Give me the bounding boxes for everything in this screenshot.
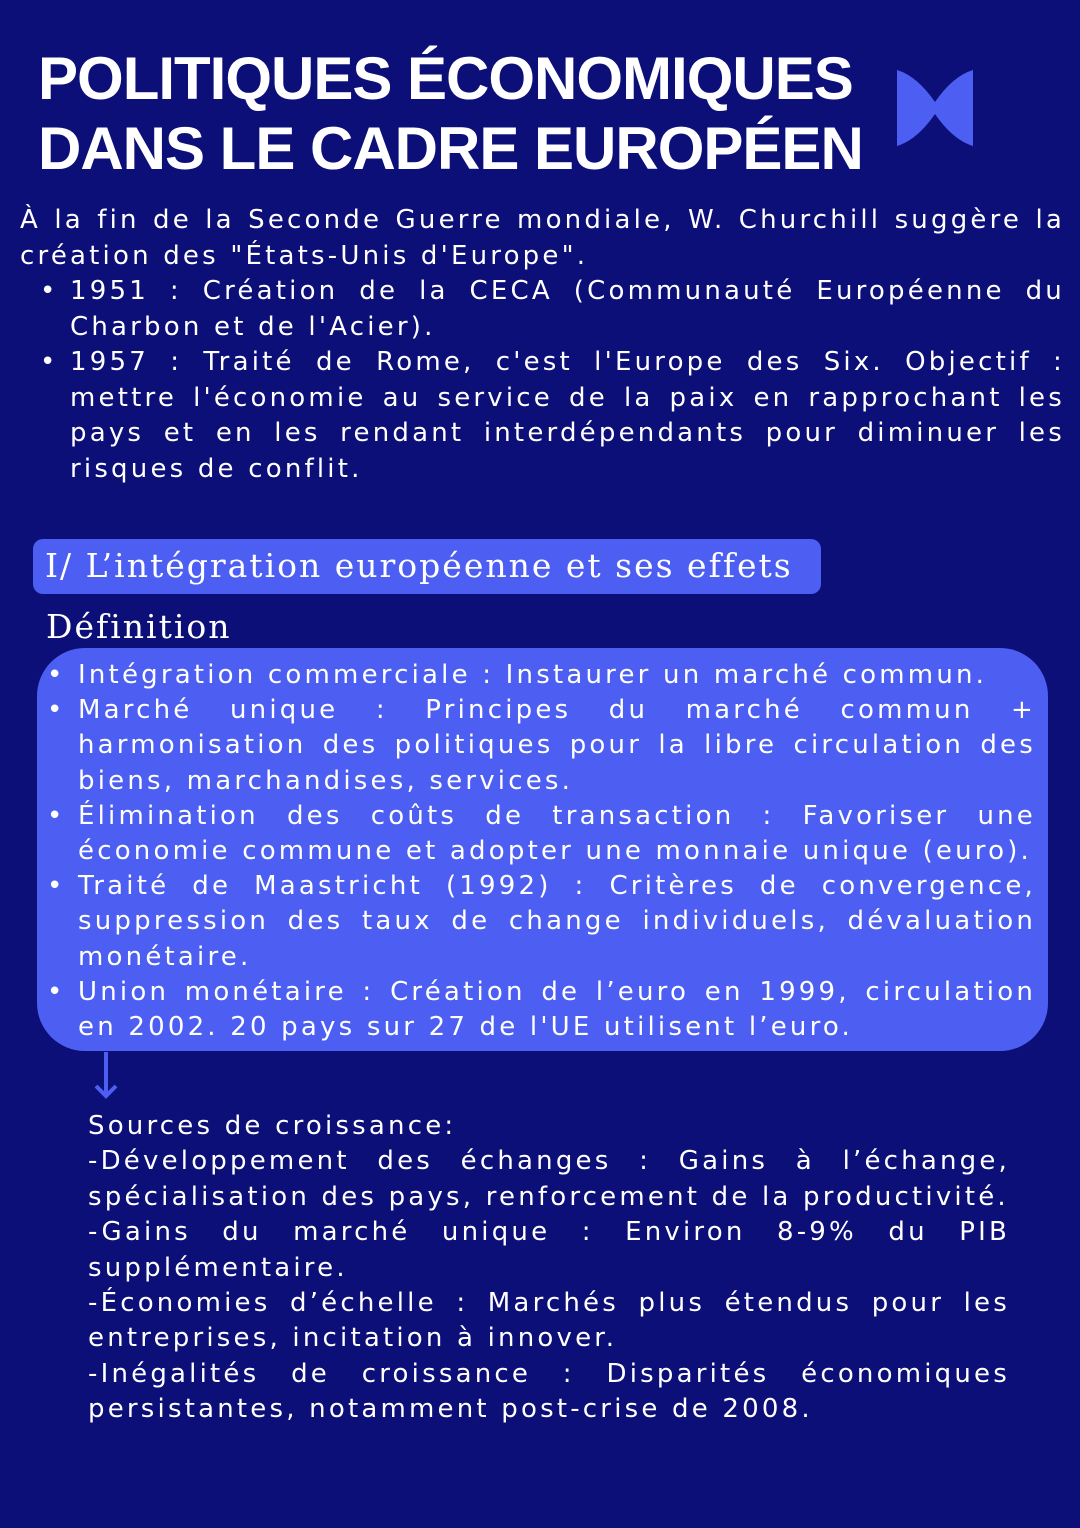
section-heading: I/ L’intégration européenne et ses effets <box>33 539 821 594</box>
page-title <box>38 44 888 184</box>
source-item: -Développement des échanges : Gains à l’échange, spécialisation des pays, renforcement de la productivité. <box>88 1146 1010 1212</box>
intro-bullet-1957: • 1957 : Traité de Rome, c'est l'Europe des Six. Objectif : mettre l'économie au service de la paix en rapprochant les pays et en les rendant interdépendants pour diminuer les risques de conflit. <box>20 345 1065 487</box>
intro-text: À la fin de la Seconde Guerre mondiale, W. Churchill suggère la création des "États-Unis d'Europe". <box>20 205 1065 271</box>
intro-bullet-1951: • 1951 : Création de la CECA (Communauté Européenne du Charbon et de l'Acier). <box>20 274 1065 345</box>
intro-bullet-list <box>20 274 1065 487</box>
title-line-1: POLITIQUES ÉCONOMIQUES <box>38 45 853 112</box>
growth-sources <box>88 1109 1010 1428</box>
definition-heading: Définition <box>46 607 232 646</box>
arrow-down-icon <box>93 1052 119 1100</box>
source-item: -Économies d’échelle : Marchés plus étendus pour les entreprises, incitation à innover. <box>88 1288 1010 1354</box>
definition-item: • Traité de Maastricht (1992) : Critères de convergence, suppression des taux de change individuels, dévaluation monétaire. <box>78 869 1036 975</box>
sources-heading: Sources de croissance: <box>88 1111 457 1141</box>
definition-list <box>78 658 1036 1045</box>
definition-item: • Intégration commerciale : Instaurer un marché commun. <box>78 658 1036 693</box>
source-item: -Gains du marché unique : Environ 8-9% du PIB supplémentaire. <box>88 1217 1010 1283</box>
bowtie-logo-icon <box>897 70 973 146</box>
definition-box <box>37 648 1048 1051</box>
source-item: -Inégalités de croissance : Disparités économiques persistantes, notamment post-crise de 2008. <box>88 1358 1010 1425</box>
definition-item: • Union monétaire : Création de l’euro en 1999, circulation en 2002. 20 pays sur 27 de l'UE utilisent l’euro. <box>78 975 1036 1045</box>
definition-item: • Marché unique : Principes du marché commun + harmonisation des politiques pour la libre circulation des biens, marchandises, services. <box>78 693 1036 799</box>
intro-section <box>20 203 1065 487</box>
title-line-2: DANS LE CADRE EUROPÉEN <box>38 115 863 182</box>
definition-item: • Élimination des coûts de transaction : Favoriser une économie commune et adopter une monnaie unique (euro). <box>78 799 1036 869</box>
